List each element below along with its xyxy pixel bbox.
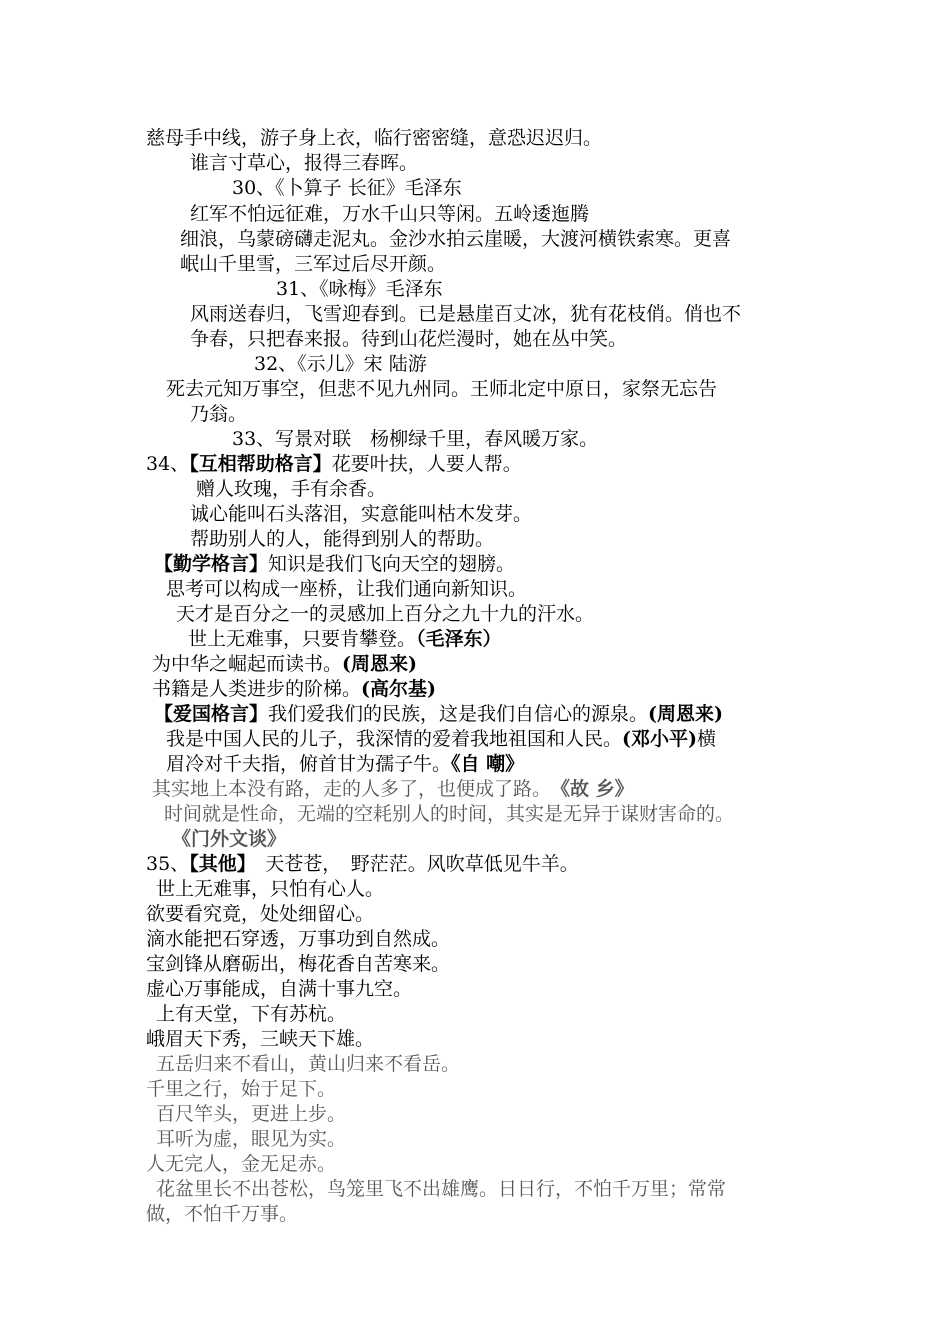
couplet-line: 33、写景对联 杨柳绿千里，春风暖万家。 xyxy=(232,428,599,450)
text-line: 做，不怕千万事。 xyxy=(146,1203,299,1225)
text-line: 慈母手中线，游子身上衣，临行密密缝，意恐迟迟归。 xyxy=(146,127,603,149)
text-line: 细浪，乌蒙磅礴走泥丸。金沙水拍云崖暖，大渡河横铁索寒。更喜 xyxy=(180,228,732,250)
text-line: 天才是百分之一的灵感加上百分之九十九的汗水。 xyxy=(176,603,595,625)
text-line: 世上无难事，只怕有心人。 xyxy=(156,878,385,900)
text-line: 百尺竿头，更进上步。 xyxy=(156,1103,347,1125)
quote-text: 书籍是人类进步的阶梯。 xyxy=(152,678,362,700)
section-heading xyxy=(146,852,579,876)
text-line: 帮助别人的人，能得到别人的帮助。 xyxy=(190,528,495,550)
quote-author: (邓小平) xyxy=(622,728,697,750)
text-line: 赠人玫瑰，手有余香。 xyxy=(196,478,387,500)
section-number: 34、 xyxy=(146,453,190,475)
text-line: 死去元知万事空，但悲不见九州同。王师北定中原日，家祭无忘告 xyxy=(166,378,718,400)
section-title: 【互相帮助格言】 xyxy=(189,453,332,475)
quote-text: 花要叶扶，人要人帮。 xyxy=(331,453,522,475)
quote-author: (周恩来) xyxy=(648,703,724,725)
text-line: 红军不怕远征难，万水千山只等闲。五岭逶迤腾 xyxy=(190,203,590,225)
quote-author: (周恩来) xyxy=(342,653,417,675)
quote-author: (高尔基) xyxy=(361,678,436,700)
text-line: 岷山千里雪，三军过后尽开颜。 xyxy=(180,253,447,275)
quote-text: 我是中国人民的儿子，我深情的爱着我地祖国和人民。 xyxy=(166,728,623,750)
text-line: 诚心能叫石头落泪，实意能叫枯木发芽。 xyxy=(190,503,533,525)
quote-text: 横 xyxy=(697,728,717,750)
quote-text: 为中华之崛起而读书。 xyxy=(152,653,343,675)
section-number: 35、 xyxy=(146,853,190,875)
text-line xyxy=(166,752,524,776)
text-line xyxy=(152,677,436,701)
text-line: 上有天堂，下有苏杭。 xyxy=(156,1003,347,1025)
text-line: 乃翁。 xyxy=(190,403,248,425)
text-line: 欲要看究竟，处处细留心。 xyxy=(146,903,375,925)
section-title: 【爱国格言】 xyxy=(154,703,269,725)
text-line xyxy=(166,727,716,751)
text-line: 耳听为虚，眼见为实。 xyxy=(156,1128,347,1150)
quote-text: 知识是我们飞向天空的翅膀。 xyxy=(268,553,516,575)
text-line: 宝剑锋从磨砺出，梅花香自苦寒来。 xyxy=(146,953,451,975)
section-heading xyxy=(154,702,723,726)
text-line: 虚心万事能成，自满十事九空。 xyxy=(146,978,413,1000)
text-line: 五岳归来不看山，黄山归来不看岳。 xyxy=(156,1053,461,1075)
section-title: 【勤学格言】 xyxy=(154,553,269,575)
text-line: 争春，只把春来报。待到山花烂漫时，她在丛中笑。 xyxy=(190,328,628,350)
quote-text: 眉冷对千夫指，俯首甘为孺子牛。 xyxy=(166,753,452,775)
section-title: 【其他】 xyxy=(189,853,247,875)
quote-source: 《故 乡》 xyxy=(560,778,634,800)
text-line: 风雨送春归，飞雪迎春到。已是悬崖百丈冰，犹有花枝俏。俏也不 xyxy=(190,303,742,325)
text-line: 人无完人，金无足赤。 xyxy=(146,1153,337,1175)
quote-text: 天苍苍， 野茫茫。风吹草低见牛羊。 xyxy=(246,853,579,875)
text-line: 时间就是性命，无端的空耗别人的时间，其实是无异于谋财害命的。 xyxy=(164,803,735,825)
poem-heading: 32、《示儿》宋 陆游 xyxy=(254,353,427,375)
quote-source: 《自 嘲》 xyxy=(451,753,525,775)
quote-source: 《门外文谈》 xyxy=(172,828,287,850)
poem-heading: 31、《咏梅》毛泽东 xyxy=(276,278,443,300)
quote-text: 我们爱我们的民族，这是我们自信心的源泉。 xyxy=(268,703,649,725)
text-line: 思考可以构成一座桥，让我们通向新知识。 xyxy=(166,578,528,600)
text-line xyxy=(152,652,417,676)
text-line: 花盆里长不出苍松，鸟笼里飞不出雄鹰。日日行，不怕千万里；常常 xyxy=(156,1178,727,1200)
text-line xyxy=(152,777,634,801)
text-line: 千里之行，始于足下。 xyxy=(146,1078,337,1100)
text-line xyxy=(188,627,502,651)
text-line: 谁言寸草心，报得三春晖。 xyxy=(190,152,419,174)
quote-text: 其实地上本没有路，走的人多了，也便成了路。 xyxy=(152,778,542,800)
text-line: 滴水能把石穿透，万事功到自然成。 xyxy=(146,928,451,950)
section-heading xyxy=(154,552,515,576)
quote-author: （毛泽东） xyxy=(416,628,502,650)
poem-heading: 30、《卜算子 长征》毛泽东 xyxy=(232,177,462,199)
text-line: 峨眉天下秀，三峡天下雄。 xyxy=(146,1028,375,1050)
section-heading xyxy=(146,452,522,476)
quote-text: 世上无难事，只要肯攀登。 xyxy=(188,628,417,650)
